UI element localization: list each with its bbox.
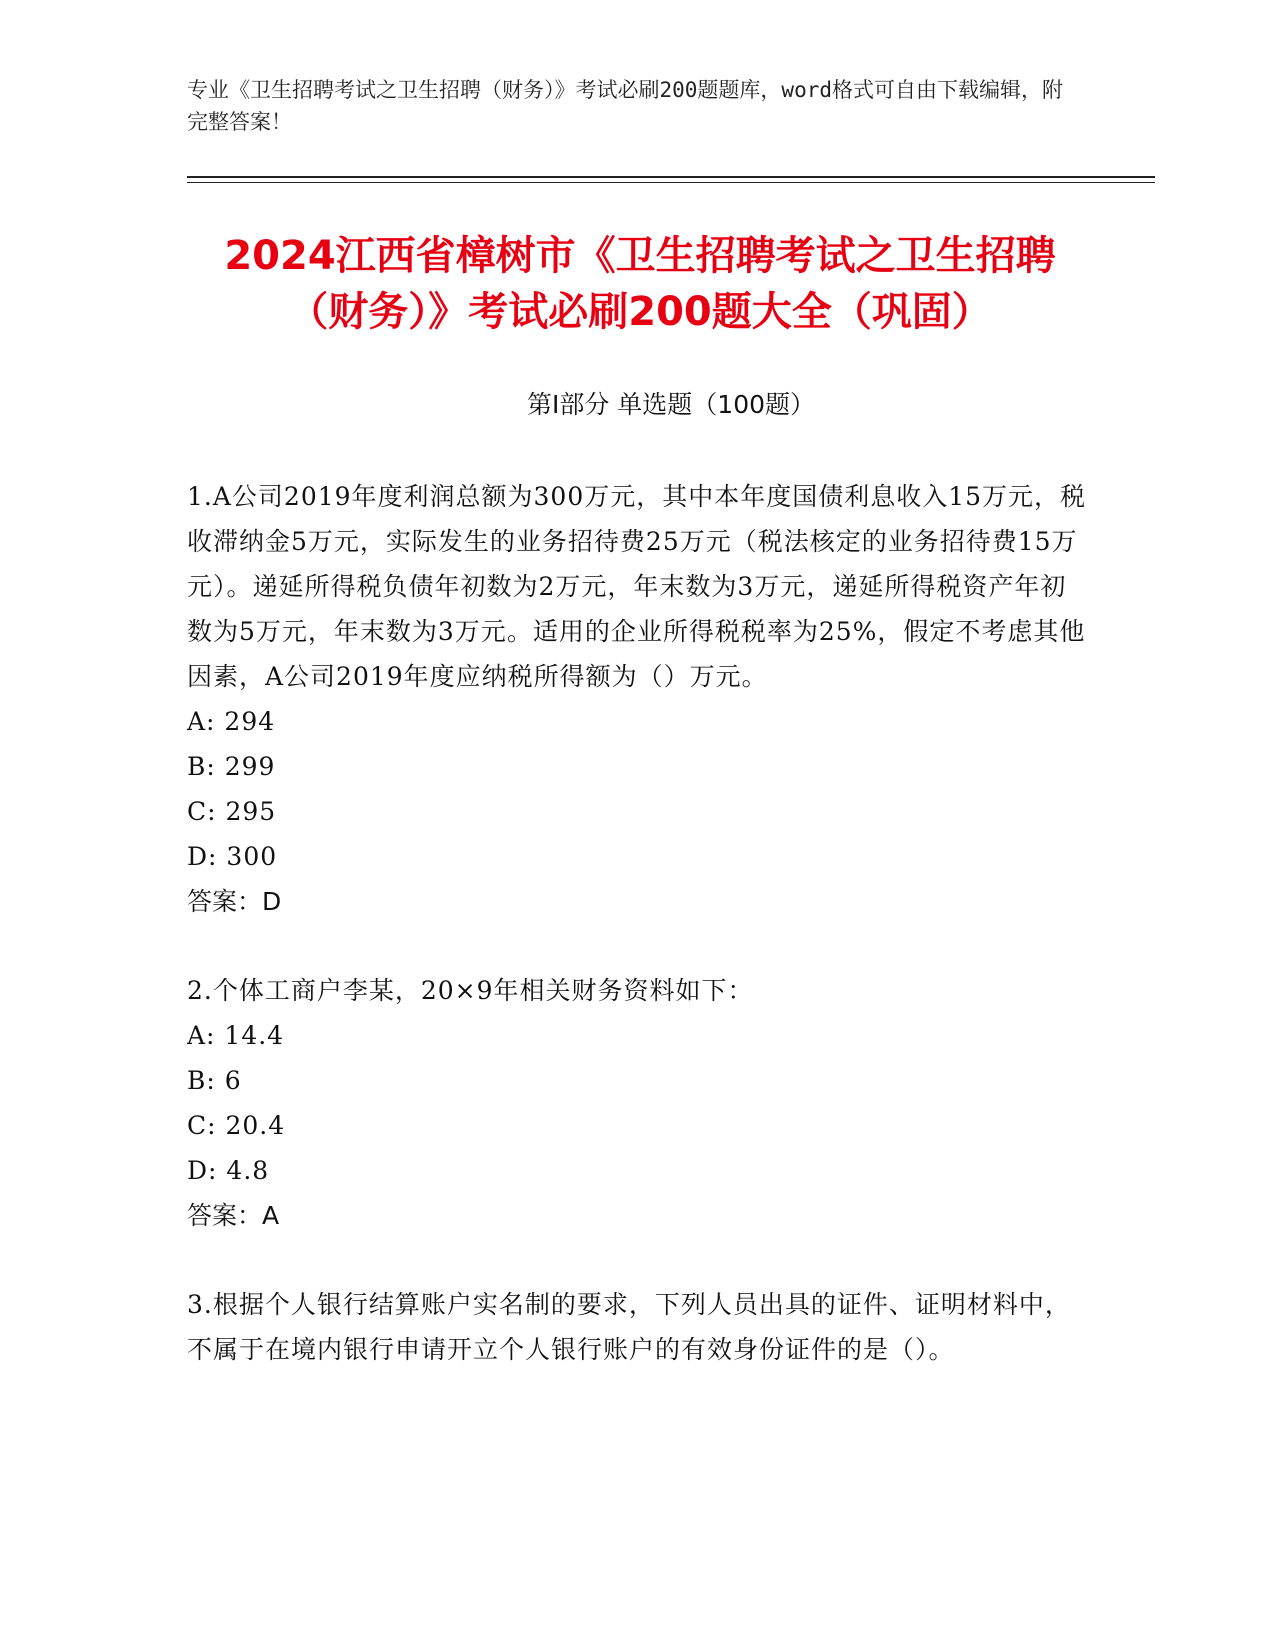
header-note: 专业《卫生招聘考试之卫生招聘（财务）》考试必刷200题题库，word格式可自由下载编辑，附完整答案！ (187, 78, 1063, 134)
document-title: 2024江西省樟树市《卫生招聘考试之卫生招聘（财务）》考试必刷200题大全（巩固） (224, 233, 1056, 335)
question-list (187, 474, 1087, 1416)
question-3 (187, 1282, 1087, 1372)
answer: 答案：D (187, 887, 282, 916)
header-rule-thick (187, 176, 1155, 178)
option-a: A: 294 (187, 707, 276, 736)
question-stem: 3.根据个人银行结算账户实名制的要求，下列人员出具的证件、证明材料中，不属于在境内银行申请开立个人银行账户的有效身份证件的是（）。 (187, 1290, 1071, 1364)
answer: 答案：A (187, 1201, 280, 1230)
option-c: C: 295 (187, 797, 277, 826)
option-a: A: 14.4 (187, 1021, 285, 1050)
section-title: 第Ⅰ部分 单选题（100题） (526, 390, 816, 419)
question-1 (187, 474, 1087, 924)
option-d: D: 300 (187, 842, 278, 871)
question-stem: 1.A公司2019年度利润总额为300万元，其中本年度国债利息收入15万元，税收滞纳金5万元，实际发生的业务招待费25万元（税法核定的业务招待费15万元）。递延所得税负债年初数为2万元，年末数为3万元，递延所得税资产年初数为5万元，年末数为3万元。适用的企业所得税税率为25%，假定不考虑其他因素，A公司2019年度应纳税所得额为（）万元。 (187, 482, 1087, 691)
option-c: C: 20.4 (187, 1111, 286, 1140)
option-d: D: 4.8 (187, 1156, 270, 1185)
question-stem: 2.个体工商户李某，20×9年相关财务资料如下： (187, 976, 754, 1005)
header-rule-thin (187, 182, 1155, 183)
question-2 (187, 968, 1087, 1238)
option-b: B: 6 (187, 1066, 242, 1095)
option-b: B: 299 (187, 752, 276, 781)
